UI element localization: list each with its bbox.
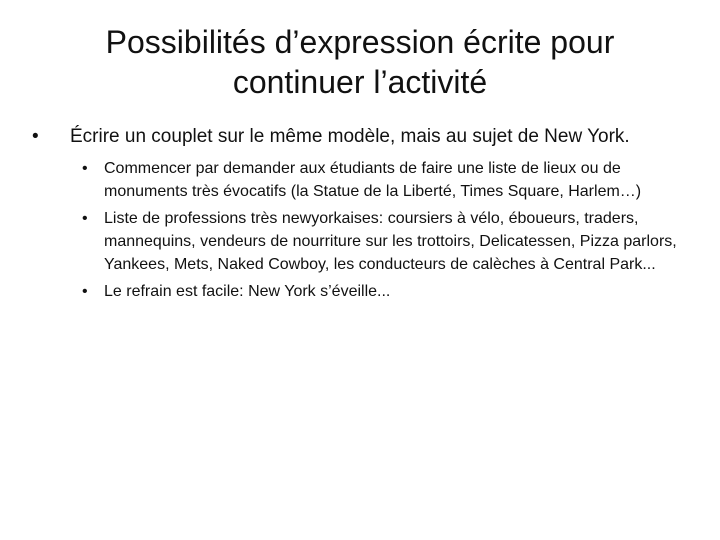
sub-bullet-item-professions xyxy=(70,207,678,276)
sub-bullet-item-refrain xyxy=(70,280,678,303)
bullet-text: Écrire un couplet sur le même modèle, mais au sujet de New York. xyxy=(70,126,630,147)
slide-content xyxy=(28,124,678,303)
sub-bullet-list xyxy=(28,157,678,303)
bullet-item-write-couplet xyxy=(28,124,678,149)
sub-bullet-text: Le refrain est facile: New York s’éveille... xyxy=(104,283,391,300)
sub-bullet-marker: • xyxy=(82,160,88,177)
bullet-marker: • xyxy=(32,126,39,147)
sub-bullet-item-places xyxy=(70,157,678,203)
sub-bullet-text: Liste de professions très newyorkaises: coursiers à vélo, éboueurs, traders, mannequins, vendeurs de nourriture sur les trottoirs, Delicatessen, Pizza parlors, Yankees, Mets, Naked Cowboy, les conducteurs de calèches à Central Park... xyxy=(104,210,677,273)
sub-bullet-marker: • xyxy=(82,283,88,300)
sub-bullet-text: Commencer par demander aux étudiants de faire une liste de lieux ou de monuments très évocatifs (la Statue de la Liberté, Times Square, Harlem…) xyxy=(104,160,642,200)
slide-title: Possibilités d’expression écrite pour continuer l’activité xyxy=(105,24,615,100)
sub-bullet-marker: • xyxy=(82,210,88,227)
